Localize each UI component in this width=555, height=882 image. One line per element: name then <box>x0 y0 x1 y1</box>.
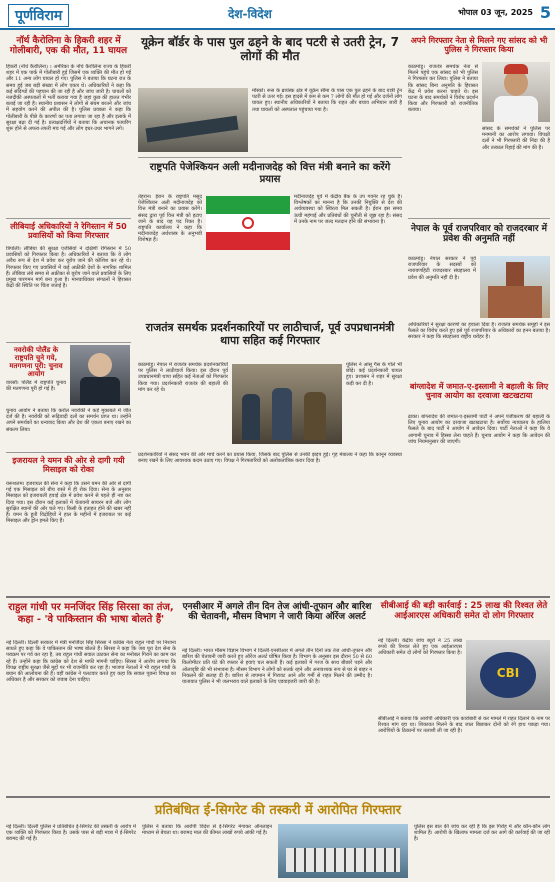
article-body-mp-b: सांसद के समर्थकों ने पुलिस पर मनमानी का आरोप लगाया। विपक्षी दलों ने भी गिरफ्तारी की निंदा की है और तत्काल रिहाई की मांग की है। <box>482 126 550 151</box>
photo-cbi <box>466 640 550 710</box>
article-body-poland-b: चुनाव आयोग ने बताया कि करोल नवरोकी ने कड़े मुकाबले में जीत दर्ज की है। नवरोकी को रूढ़िवादी दलों का समर्थन प्राप्त था। उन्होंने अपने समर्थकों का धन्यवाद किया और देश की एकता बनाए रखने का संकल्प लिया। <box>6 408 131 433</box>
brand-logo: पूर्णविराम <box>8 4 69 27</box>
article-body-ecig-b: पुलिस ने बताया कि आरोपी विदेश से ई-सिगरेट मंगाकर ऑनलाइन माध्यम से बेचता था। बरामद माल की कीमत लाखों रुपये आंकी गई है। <box>142 824 272 837</box>
headline-bangladesh: बांग्लादेश में जमात-ए-इस्लामी ने बहाली के लिए चुनाव आयोग का दरवाजा खटखटाया <box>409 382 549 401</box>
divider <box>138 157 402 158</box>
article-body-lathi-a: काठमांडू। नेपाल में राजतंत्र समर्थक प्रदर्शनकारियों पर पुलिस ने लाठीचार्ज किया। इस दौरान पूर्व उपप्रधानमंत्री थापा सहित कई नेताओं को गिरफ्तार किया गया। प्रदर्शनकारी राजतंत्र की बहाली की मांग कर रहे थे। <box>138 362 228 393</box>
article-body-bangladesh: ढाका। बांग्लादेश की जमात-ए-इस्लामी पार्टी ने अपने पंजीकरण की बहाली के लिए चुनाव आयोग का दरवाजा खटखटाया है। सर्वोच्च न्यायालय के हालिया फैसले के बाद पार्टी ने आयोग में आवेदन दिया। पार्टी नेताओं ने कहा कि वे आगामी चुनाव में हिस्सा लेना चाहते हैं। चुनाव आयोग ने कहा कि आवेदन की जांच नियमानुसार की जाएगी। <box>408 414 550 445</box>
article-body-ecig-a: नई दिल्ली। दिल्ली पुलिस ने प्रतिबंधित ई-सिगरेट की तस्करी के आरोप में एक व्यक्ति को गिरफ्तार किया है। उसके पास से बड़ी मात्रा में ई-सिगरेट बरामद की गई है। <box>6 824 136 843</box>
headline-mp-arrested: अपने गिरफ्तार नेता से मिलने गए सांसद को भी पुलिस ने गिरफ्तार किया <box>410 36 548 55</box>
article-body-cbi-b: सीबीआई ने बताया कि आरोपी अधिकारी एक कारोबारी से कर मामले में राहत दिलाने के नाम पर रिश्वत मांग रहा था। शिकायत मिलने के बाद जाल बिछाकर दोनों को रंगे हाथ पकड़ा गया। आरोपियों के ठिकानों पर तलाशी ली जा रही है। <box>378 716 550 735</box>
photo-nawrocki <box>70 345 130 405</box>
article-body-ukraine: मॉस्को। रूस के ब्रायंस्क क्षेत्र में यूक्रेन सीमा के पास एक पुल ढहने के बाद यात्री ट्रेन पटरी से उतर गई। इस हादसे में कम से कम 7 लोगों की मौत हो गई और दर्जनों लोग घायल हुए। स्थानीय अधिकारियों ने बताया कि राहत और बचाव अभियान जारी है तथा घायलों को अस्पताल पहुंचाया गया है। <box>252 88 402 113</box>
headline-hickory: नॉर्थ कैरोलिना के हिकरी शहर में गोलीबारी, एक की मौत, 11 घायल <box>9 36 128 57</box>
photo-cbi-label: CBI <box>496 666 520 680</box>
headline-cbi: सीबीआई की बड़ी कार्रवाई : 25 लाख की रिश्वत लेते आईआरएस अधिकारी समेत दो लोग गिरफ्तार <box>380 601 548 621</box>
divider <box>6 218 131 219</box>
headline-lathi-charge: राजतंत्र समर्थक प्रदर्शनकारियों पर लाठीचार्ज, पूर्व उपप्रधानमंत्री थापा सहित कई गिरफ्तार <box>145 321 395 347</box>
photo-protest <box>232 364 342 444</box>
article-body-cbi-a: नई दिल्ली। केंद्रीय जांच ब्यूरो ने 25 लाख रुपये की रिश्वत लेते हुए एक आईआरएस अधिकारी समेत दो लोगों को गिरफ्तार किया है। <box>378 638 462 657</box>
article-body-lathi-b: पुलिस ने आंसू गैस के गोले भी छोड़े। कई प्रदर्शनकारी घायल हुए। प्रशासन ने शहर में सुरक्षा कड़ी कर दी है। <box>346 362 402 387</box>
article-body-iran-b: मदीनाजदेह पूर्व में केंद्रीय बैंक के उप गवर्नर रह चुके हैं। विश्लेषकों का मानना है कि उनकी नियुक्ति से देश की अर्थव्यवस्था को स्थिरता मिल सकती है। ईरान इस समय ऊंची महंगाई और प्रतिबंधों की चुनौती से जूझ रहा है। संसद में उनके नाम पर जल्द मतदान होने की संभावना है। <box>294 194 402 225</box>
divider <box>6 342 131 343</box>
headline-poland: नवरोकी पोलैंड के राष्ट्रपति चुने गये, मतगणना पूरी: चुनाव आयोग <box>9 346 63 379</box>
article-body-ecig-c: पुलिस इस बात की जांच कर रही है कि इस गिरोह में और कौन-कौन लोग शामिल हैं। आरोपी के खिलाफ मामला दर्ज कर आगे की कार्रवाई की जा रही है। <box>414 824 550 843</box>
article-body-sirsa: नई दिल्ली। दिल्ली सरकार में मंत्री मनजिंदर सिंह सिरसा ने कांग्रेस नेता राहुल गांधी पर निशाना साधते हुए कहा कि वे पाकिस्तान की भाषा बोलते हैं। सिरसा ने कहा कि जब पूरा देश सेना के पराक्रम पर गर्व कर रहा है, तब राहुल गांधी सवाल उठाकर सेना का मनोबल गिराने का काम कर रहे हैं। उन्होंने कहा कि कांग्रेस को देश से माफी मांगनी चाहिए। सिरसा ने आरोप लगाया कि विपक्ष राष्ट्रीय सुरक्षा जैसे मुद्दों पर भी राजनीति कर रहा है। भाजपा नेताओं ने भी राहुल गांधी के बयान की आलोचना की है। वहीं कांग्रेस ने पलटवार करते हुए कहा कि सवाल पूछना विपक्ष का अधिकार है और सरकार को जवाब देना चाहिए। <box>6 640 176 684</box>
article-body-ncr-weather: नई दिल्ली। भारत मौसम विज्ञान विभाग ने दिल्ली-एनसीआर में अगले तीन दिनों तक तेज आंधी-तूफान और बारिश की चेतावनी जारी करते हुए ऑरेंज अलर्ट घोषित किया है। विभाग के अनुसार इस दौरान 50 से 60 किलोमीटर प्रति घंटे की रफ्तार से हवाएं चल सकती हैं। कई इलाकों में गरज के साथ बौछारें पड़ने और ओलावृष्टि की भी संभावना है। मौसम विभाग ने लोगों को सतर्क रहने और अनावश्यक रूप से घर से बाहर न निकलने की सलाह दी है। बारिश से तापमान में गिरावट आने और गर्मी से राहत मिलने की उम्मीद है। यातायात पुलिस ने भी जलभराव वाले इलाकों के लिए एडवाइजरी जारी की है। <box>182 648 372 686</box>
article-body-libya: त्रिपोली। लीबिया की सुरक्षा एजेंसियों ने दक्षिणी रेगिस्तान में 50 प्रवासियों को गिरफ्तार किया है। अधिकारियों ने बताया कि ये लोग अवैध रूप से देश में प्रवेश कर यूरोप जाने की कोशिश कर रहे थे। गिरफ्तार किए गए प्रवासियों में कई अफ्रीकी देशों के नागरिक शामिल हैं। लीबिया लंबे समय से अफ्रीका से यूरोप जाने वाले प्रवासियों के लिए प्रमुख पारगमन मार्ग बना हुआ है। मानवाधिकार संगठनों ने हिरासत केंद्रों की स्थिति पर चिंता जताई है। <box>6 246 131 290</box>
article-body-hickory: हिकरी (नॉर्थ कैरोलिना) । अमेरिका के नॉर्थ कैरोलिना राज्य के हिकरी शहर में एक पार्क में गोलीबारी हुई जिसमें एक व्यक्ति की मौत हो गई और 11 अन्य लोग घायल हो गए। पुलिस ने बताया कि घटना रात के समय हुई जब बड़ी संख्या में लोग एकत्र थे। अधिकारियों ने कहा कि कई संदिग्धों की पहचान की जा रही है और जांच जारी है। घायलों को नजदीकी अस्पतालों में भर्ती कराया गया है जहां कुछ की हालत गंभीर बताई जा रही है। स्थानीय प्रशासन ने लोगों से संयम बरतने और जांच में सहयोग करने की अपील की है। पुलिस प्रवक्ता ने कहा कि गोलीबारी के पीछे के कारणों का पता लगाया जा रहा है और इलाके में सुरक्षा बढ़ा दी गई है। प्रत्यक्षदर्शियों ने बताया कि अचानक फायरिंग शुरू होने से अफरा-तफरी मच गई और लोग इधर-उधर भागने लगे। <box>6 64 131 133</box>
headline-ncr-weather: एनसीआर में अगले तीन दिन तेज आंधी-तूफान और बारिश की चेतावनी, मौसम विभाग ने जारी किया ऑरेंज अलर्ट <box>182 602 372 623</box>
photo-train-derail <box>138 88 248 152</box>
section-divider <box>6 596 550 598</box>
page-number: 5 <box>539 3 551 22</box>
headline-ukraine: यूक्रेन बॉर्डर के पास पुल ढहने के बाद पटरी से उतरी ट्रेन, 7 लोगों की मौत <box>141 35 399 63</box>
headline-israel: इजरायल ने यमन की ओर से दागी गयी मिसाइल को रोका <box>12 456 125 475</box>
article-body-nepal-b: अधिकारियों ने सुरक्षा कारणों का हवाला दिया है। राजतंत्र समर्थक समूहों ने इस फैसले का विरोध करते हुए इसे पूर्व राजपरिवार के अधिकारों का हनन बताया है। सरकार ने कहा कि संग्रहालय राष्ट्रीय धरोहर है। <box>408 322 550 341</box>
headline-e-cigarette: प्रतिबंधित ई-सिगरेट की तस्करी में आरोपित गिरफ्तार <box>154 803 402 818</box>
dateline: भोपाल 03 जून, 2025 <box>458 8 533 17</box>
photo-palace <box>480 256 550 318</box>
headline-nepal-royal: नेपाल के पूर्व राजपरिवार को राजदरबार में प्रवेश की अनुमति नहीं <box>410 224 548 245</box>
photo-mp <box>482 62 550 122</box>
flag-iran <box>206 196 290 250</box>
article-body-israel: यरूशलम। इजरायल की सेना ने कहा कि उसने यमन की ओर से दागी गई एक मिसाइल को बीच रास्ते में ही रोक दिया। सेना के अनुसार मिसाइल को इजरायली हवाई क्षेत्र में प्रवेश करने से पहले ही नष्ट कर दिया गया। इस दौरान कई इलाकों में चेतावनी सायरन बजे और लोग सुरक्षित स्थानों की ओर चले गए। किसी के हताहत होने की खबर नहीं है। यमन के हूती विद्रोहियों ने हाल के महीनों में इजरायल पर कई मिसाइल और ड्रोन हमले किए हैं। <box>6 481 131 525</box>
article-body-iran-a: तेहरान। ईरान के राष्ट्रपति मसूद पेजेश्कियन अली मदीनाजदेह को वित्त मंत्री बनाने का प्रयास करेंगे। संसद द्वारा पूर्व वित्त मंत्री को हटाए जाने के बाद यह पद रिक्त है। राष्ट्रपति कार्यालय ने कहा कि मदीनाजदेह अर्थशास्त्र के अनुभवी विशेषज्ञ हैं। <box>138 194 202 244</box>
article-body-nepal-a: काठमांडू। नेपाल सरकार ने पूर्व राजपरिवार के सदस्यों को नारायणहिटी राजदरबार संग्रहालय में प्रवेश की अनुमति नहीं दी है। <box>408 256 476 281</box>
divider <box>408 218 550 219</box>
headline-iran: राष्ट्रपति पेजेश्कियन अली मदीनाजदेह को वित्त मंत्री बनाने का करेंगे प्रयास <box>149 162 391 185</box>
photo-ecig-seized <box>278 824 408 878</box>
section-label: देश-विदेश <box>228 7 272 21</box>
article-body-mp-a: काठमांडू। राजतंत्र समर्थक नेता से मिलने पहुंचे एक सांसद को भी पुलिस ने गिरफ्तार कर लिया। पुलिस ने बताया कि सांसद बिना अनुमति के हिरासत केंद्र में प्रवेश करना चाहते थे। इस घटना के बाद समर्थकों ने विरोध प्रदर्शन किया और गिरफ्तारी को राजनीतिक बताया। <box>408 64 478 114</box>
headline-libya: लीबियाई अधिकारियों ने रेगिस्तान में 50 प्रवासियों को किया गिरफ्तार <box>10 222 127 241</box>
headline-sirsa: राहुल गांधी पर मनजिंदर सिंह सिरसा का तंज, कहा - 'वे पाकिस्तान की भाषा बोलते हैं' <box>8 602 174 625</box>
divider <box>6 452 131 453</box>
article-body-lathi-c: प्रदर्शनकारियों ने संसद भवन की ओर मार्च करने का प्रयास किया, जिसके बाद पुलिस से उनकी झड़प हुई। गृह मंत्रालय ने कहा कि कानून व्यवस्था बनाए रखने के लिए आवश्यक कदम उठाए गए। विपक्ष ने गिरफ्तारियों को अलोकतांत्रिक करार दिया है। <box>138 452 402 465</box>
section-divider <box>6 796 550 798</box>
article-body-poland-a: वारसॉ। पोलैंड में राष्ट्रपति चुनाव की मतगणना पूरी हो गई है। <box>6 380 66 393</box>
